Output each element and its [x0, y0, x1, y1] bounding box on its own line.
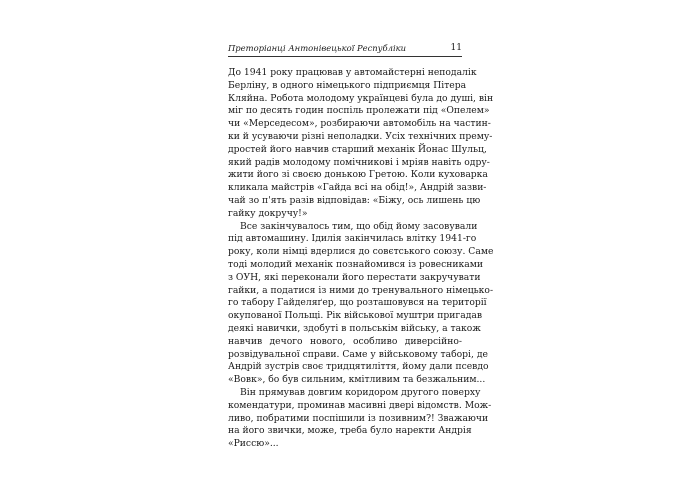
text-line: який радів молодому помічникові і мріяв навіть одру-: [228, 156, 490, 168]
text-line: дростей його навчив старший механік Йонас Шульц,: [228, 143, 487, 155]
text-line: навчив дечого нового, особливо диверсійно-: [228, 335, 462, 347]
paragraph: [228, 220, 494, 387]
text-line: чай зо п'ять разів відповідав: «Біжу, ось лишень цю: [228, 194, 481, 206]
text-line: розвідувальної справи. Саме у військовому таборі, де: [228, 348, 488, 360]
text-line: Він прямував довгим коридором другого поверху: [240, 386, 481, 398]
page-number: 11: [450, 43, 462, 53]
text-line: кликала майстрів «Гайда всі на обід!», Андрій зазви-: [228, 182, 487, 194]
text-line: деякі навички, здобуті в польськім війську, а також: [228, 322, 481, 334]
text-line: Андрій зустрів своє тридцятиліття, йому дали псевдо: [228, 361, 489, 373]
text-line: ки й усуваючи різні неполадки. Усіх технічних прему-: [228, 130, 493, 142]
text-line: міг по десять годин поспіль пролежати під «Опелем»: [228, 105, 490, 117]
paragraph: [228, 386, 492, 451]
text-line: під автомашину. Ідилія закінчилась влітку 1941-го: [228, 233, 477, 245]
body-text: [228, 67, 494, 451]
text-line: гайку докручу!»: [228, 207, 308, 219]
text-line: року, коли німці вдерлися до совєтського союзу. Саме: [228, 246, 494, 258]
text-line: комендатури, проминав масивні двері відомств. Мож-: [228, 399, 492, 411]
text-line: До 1941 року працював у автомайстерні неподалік: [228, 67, 477, 78]
text-line: «Вовк», бо був сильним, кмітливим та безжальним...: [228, 374, 486, 386]
text-line: го табору Гайделяґер, що розташовувся на території: [228, 297, 487, 309]
running-title: Преторіанці Антонівецької Республіки: [228, 43, 407, 53]
text-line: Берліну, в одного німецького підприємця Пітера: [228, 79, 467, 91]
text-line: Кляйна. Робота молодому українцеві була до душі, він: [228, 92, 494, 104]
text-line: Все закінчувалось тим, що обід йому засовували: [240, 220, 478, 232]
text-line: тоді молодий механік познайомився із ровесниками: [228, 258, 483, 270]
text-line: ливо, побратими поспішили із позивним?! Зважаючи: [228, 412, 489, 424]
running-head: [228, 41, 462, 55]
header-rule: [228, 56, 462, 57]
text-line: з ОУН, які переконали його перестати закручувати: [228, 271, 481, 283]
text-line: окупованої Польщі. Рік військової муштри пригадав: [228, 310, 483, 322]
text-line: чи «Мерседесом», розбираючи автомобіль на частин-: [228, 118, 491, 130]
paragraph: [228, 67, 494, 221]
text-line: гайки, а податися із ними до тренувального німецько-: [228, 284, 494, 296]
text-line: жити його зі своєю донькою Гретою. Коли куховарка: [228, 169, 488, 181]
text-line: на його звички, може, треба було наректи Андрія: [228, 425, 472, 437]
text-line: «Риссю»...: [228, 438, 279, 450]
